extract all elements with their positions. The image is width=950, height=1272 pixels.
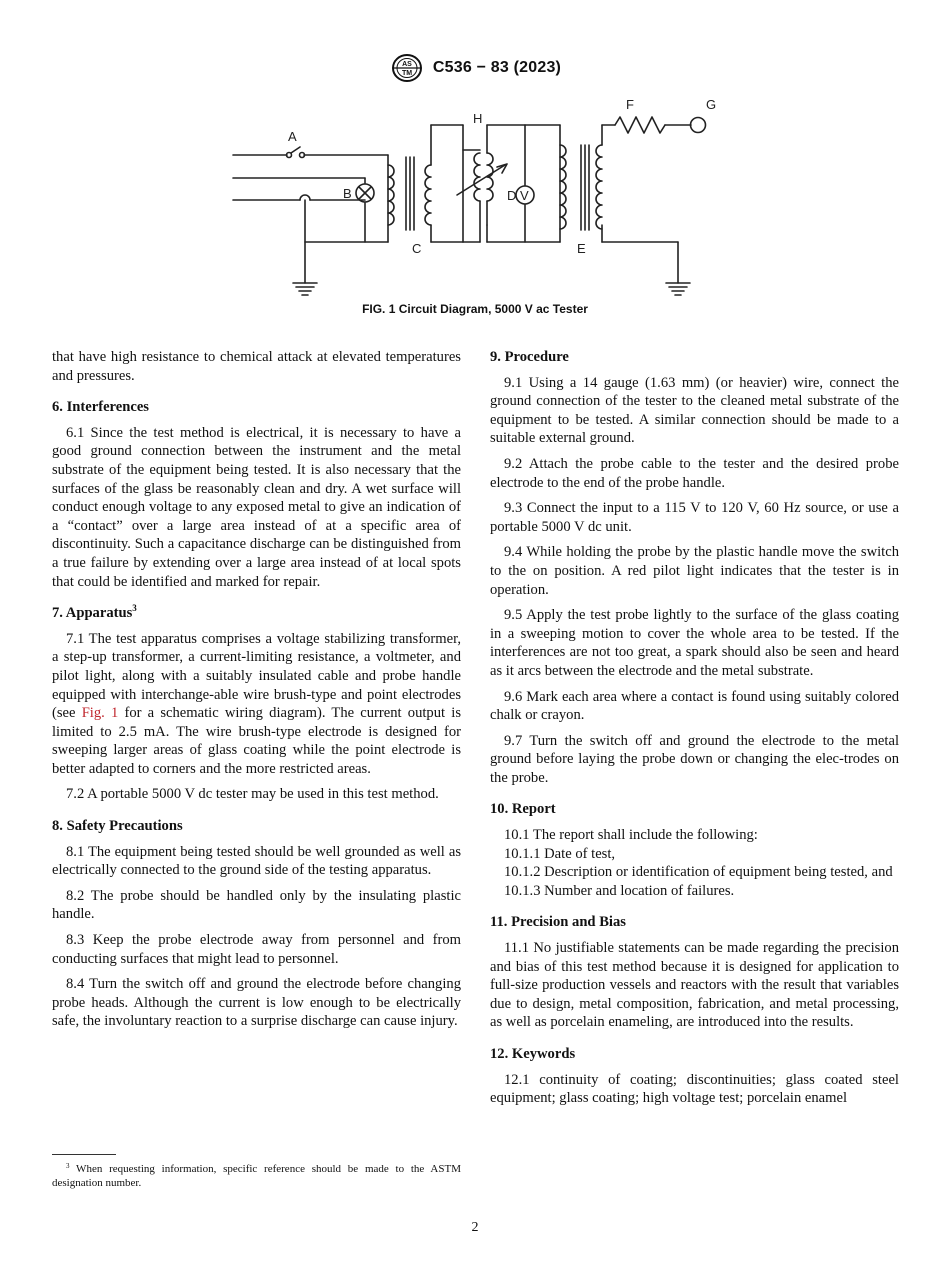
page-header — [0, 53, 950, 83]
section-7-heading — [52, 604, 461, 623]
footnote — [52, 1162, 461, 1190]
paragraph-7-1 — [52, 630, 461, 779]
figure-label-d: D — [507, 188, 517, 203]
paragraph-9-1: 9.1 Using a 14 gauge (1.63 mm) (or heavier) wire, connect the ground connection of the tester to the cleaned metal substrate of the equipment to be tested. A similar connection should be made to a suitable external ground. — [490, 374, 899, 447]
paragraph-9-6: 9.6 Mark each area where a contact is found using suitably colored chalk or crayon. — [490, 688, 899, 724]
paragraph-9-7: 9.7 Turn the switch off and ground the electrode to the metal ground before laying the probe down or changing the elec-trodes on the probe. — [490, 732, 899, 786]
figure-1-link[interactable]: Fig. 1 — [81, 705, 119, 722]
paragraph-7-2: 7.2 A portable 5000 V dc tester may be used in this test method. — [66, 786, 439, 803]
paragraph-8-4: 8.4 Turn the switch off and ground the electrode before changing probe heads. Although the current is low enough to be electrically safe, the involuntary reaction to a surprise discharge can cause injury. — [52, 976, 461, 1030]
footnote-text: When requesting information, specific reference should be made to the ASTM designation number. — [52, 1163, 461, 1189]
figure-label-a: A — [288, 129, 297, 144]
paragraph-10-1-3: 10.1.3 Number and location of failures. — [504, 882, 735, 899]
document-designation: C536 − 83 (2023) — [432, 59, 562, 76]
paragraph-11-1: 11.1 No justifiable statements can be made regarding the precision and bias of this test method because it is designed for application to full-size production vessels and reactors with the result that variables due to design, metal composition, fabrication, and metal processing, as well as porcelain enameling, are introduced into the results. — [490, 940, 899, 1031]
section-11-heading: 11. Precision and Bias — [490, 914, 626, 931]
paragraph-6-1: 6.1 Since the test method is electrical, it is necessary to have a good ground connection between the instrument and the metal substrate of the equipment being tested. It is also necessary that the surfaces of the glass be reasonably clean and dry. A wet surface will conduct enough voltage to any exposed metal to give an indication of a “contact” over a large area instead of at a specific area of discontinuity. Such a capacitance discharge can be distinguished from a true failure by extending over a large area instead of at local spots that could be identified and marked for repair. — [52, 424, 461, 590]
section-7-heading-text: 7. Apparatus — [52, 605, 133, 622]
paragraph-8-1: 8.1 The equipment being tested should be well grounded as well as electrically connected to the ground side of the testing apparatus. — [52, 843, 461, 879]
section-12-heading: 12. Keywords — [490, 1046, 576, 1062]
paragraph-7-1-text-b: for a schematic wiring diagram). The current output is limited to 2.5 mA. The wire brush-type electrode is designed for sweeping larger areas of glass coating while the point electrode is better adapted to corners and the more restricted areas. — [52, 705, 461, 777]
right-column — [490, 348, 899, 1115]
section-10-heading: 10. Report — [490, 801, 556, 818]
figure-caption: FIG. 1 Circuit Diagram, 5000 V ac Tester — [362, 302, 588, 316]
page-number: 2 — [471, 1220, 479, 1235]
section-6-heading: 6. Interferences — [52, 399, 149, 416]
paragraph-9-4: 9.4 While holding the probe by the plastic handle move the switch to the on position. A red pilot light indicates that the tester is in operation. — [490, 544, 899, 598]
figure-label-e: E — [577, 241, 586, 256]
paragraph-8-2: 8.2 The probe should be handled only by the insulating plastic handle. — [52, 887, 461, 923]
svg-text:AS: AS — [402, 61, 412, 68]
paragraph-8-3: 8.3 Keep the probe electrode away from personnel and from conducting surfaces that might lead to personnel. — [52, 932, 461, 967]
figure-label-b: B — [343, 186, 352, 201]
footnote-divider — [52, 1154, 116, 1155]
figure-label-c: C — [412, 241, 422, 256]
paragraph-10-1-1: 10.1.1 Date of test, — [504, 845, 616, 862]
section-8-heading: 8. Safety Precautions — [52, 818, 183, 835]
paragraph-10-1-2: 10.1.2 Description or identification of equipment being tested, and — [504, 864, 893, 881]
footnote-ref-3[interactable]: 3 — [132, 603, 137, 614]
paragraph-9-3: 9.3 Connect the input to a 115 V to 120 V, 60 Hz source, or use a portable 5000 V dc unit. — [490, 500, 899, 535]
continuation-paragraph: that have high resistance to chemical attack at elevated temperatures and pressures. — [52, 349, 461, 384]
figure-label-h: H — [473, 111, 483, 126]
astm-logo-icon — [389, 53, 425, 83]
footnote-marker: 3 — [66, 1162, 70, 1170]
left-column — [52, 348, 461, 1038]
paragraph-9-2: 9.2 Attach the probe cable to the tester and the desired probe electrode to the end of the probe handle. — [490, 455, 899, 491]
circuit-diagram — [225, 95, 745, 300]
paragraph-12-1: 12.1 continuity of coating; discontinuities; glass coated steel equipment; glass coating; high voltage test; porcelain enamel — [490, 1071, 899, 1107]
paragraph-10-1: 10.1 The report shall include the following: — [504, 827, 758, 844]
paragraph-9-5: 9.5 Apply the test probe lightly to the surface of the glass coating in a sweeping motion to cover the whole area to be tested. If the interferences are not too great, a spark should also be seen and heard as it arcs between the electrode and the metal substrate. — [490, 607, 899, 679]
figure-label-v: V — [520, 188, 529, 203]
paragraph-7-1-text-a: 7.1 The test apparatus comprises a voltage stabilizing transformer, a step-up transformer, a current-limiting resistance, a voltmeter, and pilot light, along with a suitably insulated cable and probe handle equipped with interchange-able wire brush-type and point electrodes (see — [52, 630, 461, 722]
figure-label-f: F — [626, 97, 634, 112]
svg-text:TM: TM — [401, 70, 412, 77]
section-9-heading: 9. Procedure — [490, 349, 569, 365]
figure-label-g: G — [706, 97, 717, 112]
